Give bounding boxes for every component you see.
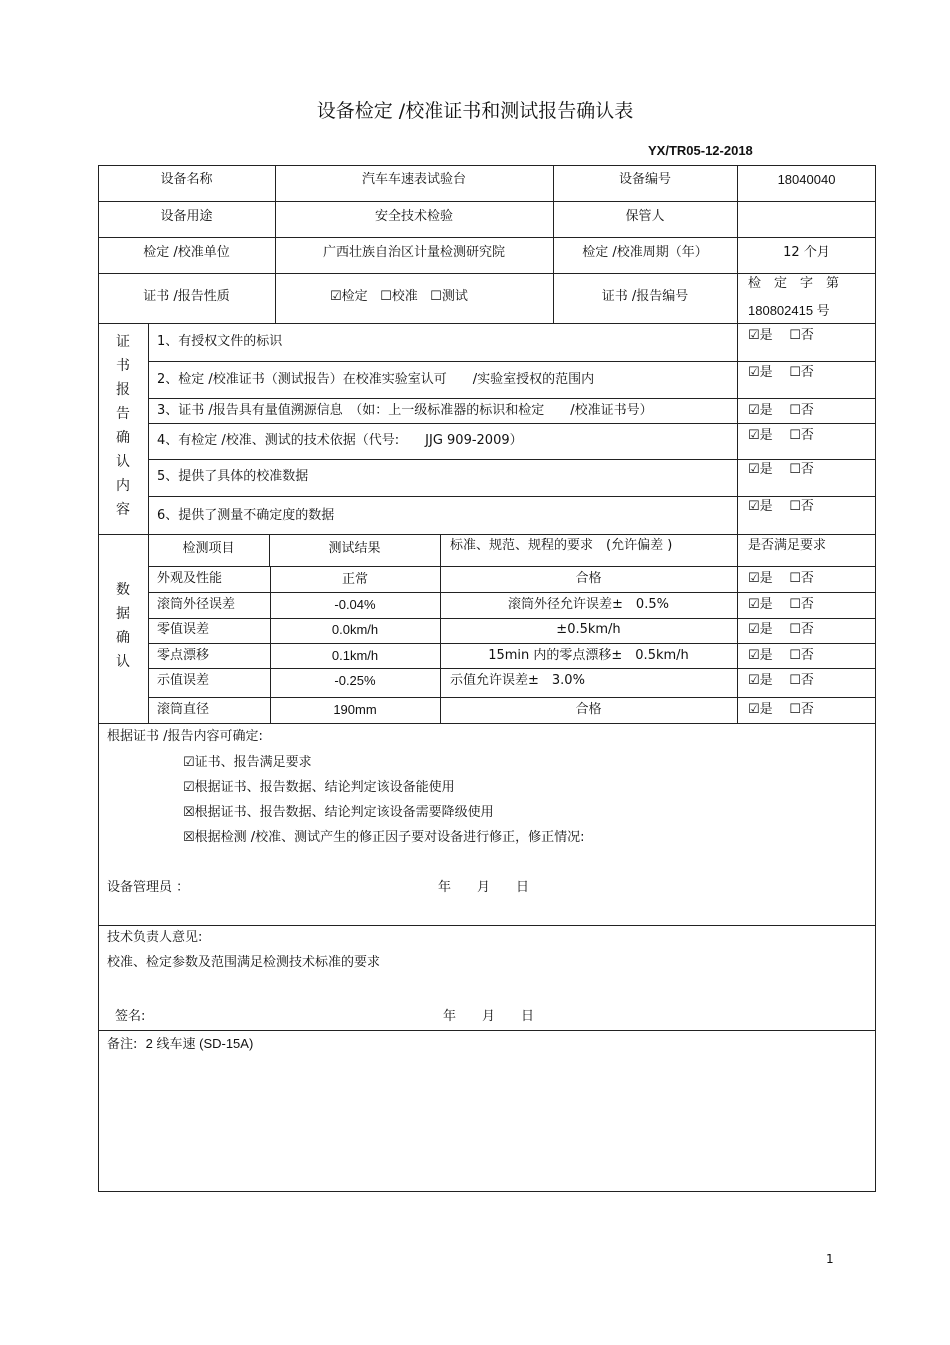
row-divider [98,723,876,724]
no-label: 否 [800,328,814,343]
unchecked-box-icon[interactable]: ☐ [789,365,801,380]
data-row-requirement: 合格 [575,702,602,717]
report-number-line2: 180802415 号 [748,303,830,318]
confirm-item-3: 3、证书 /报告具有量值溯源信息 （如：上一级标准器的标识和检定 /校准证书号） [157,403,653,418]
report-nature-options [330,289,468,305]
remarks-value: 2 线车速 (SD-15A) [145,1036,254,1051]
data-row-requirement: ±0.5km/h [556,622,621,637]
no-label: 否 [800,499,814,514]
checked-box-icon[interactable]: ☑ [748,462,760,477]
unchecked-box-icon[interactable]: ☐ [789,702,801,717]
unchecked-box-icon[interactable]: ☐ [380,289,392,304]
data-row-requirement: 合格 [575,571,602,586]
col-header-requirement: 标准、规范、规程的要求 (允许偏差 ) [450,538,673,553]
col-divider [737,323,738,534]
checked-box-icon[interactable]: ☑ [748,622,760,637]
row-divider [148,668,876,669]
col-divider [737,165,738,323]
unchecked-box-icon[interactable]: ☐ [789,403,801,418]
equipment-code-label: 设备编号 [618,172,671,187]
conclusion-option-2 [183,780,455,796]
conclusion-option-3 [183,805,494,821]
option-calibrate: 校准 [391,289,418,304]
no-label: 否 [800,648,814,663]
row-divider [98,1030,876,1031]
confirm-3-answer [748,403,814,419]
conclusion-option-3-label: 根据证书、报告数据、结论判定该设备需要降级使用 [194,805,494,820]
row-divider [98,237,876,238]
data-row-answer [748,673,814,689]
confirm-2-answer [748,365,814,381]
unchecked-box-icon[interactable]: ☐ [789,597,801,612]
unchecked-box-icon[interactable]: ☐ [789,499,801,514]
data-row-result: -0.04% [334,597,376,612]
no-label: 否 [800,365,814,380]
signature-label: 签名: [115,1009,146,1024]
data-row-result: 正常 [341,571,368,586]
row-divider [98,201,876,202]
yes-label: 是 [759,462,773,477]
no-label: 否 [800,462,814,477]
unchecked-box-icon[interactable]: ☐ [789,328,801,343]
data-row-answer [748,702,814,718]
no-label: 否 [800,428,814,443]
yes-label: 是 [759,428,773,443]
data-row-requirement: 示值允许误差± 3.0% [450,673,585,688]
row-divider [98,323,876,324]
unchecked-box-icon[interactable]: ☐ [789,428,801,443]
data-row-item: 外观及性能 [157,571,223,586]
yes-label: 是 [759,702,773,717]
confirm-item-2: 2、检定 /校准证书（测试报告）在校准实验室认可 /实验室授权的范围内 [157,372,595,387]
equipment-manager-label: 设备管理员 ： [107,880,190,895]
data-section-label: 数据确认 [116,582,130,670]
tech-lead-opinion: 校准、检定参数及范围满足检测技术标准的要求 [107,955,381,970]
row-divider [148,618,876,619]
no-label: 否 [800,571,814,586]
unchecked-box-icon[interactable]: ☐ [430,289,442,304]
calibration-period-value: 12 个月 [783,245,830,260]
yes-label: 是 [759,499,773,514]
conclusion-option-4-label: 根据检测 /校准、测试产生的修正因子要对设备进行修正，修正情况: [194,830,585,845]
report-number-label: 证书 /报告编号 [601,289,689,304]
signature-date: 年 月 日 [443,1009,535,1024]
option-verify: 检定 [341,289,368,304]
equipment-use-label: 设备用途 [160,209,213,224]
yes-label: 是 [759,403,773,418]
confirm-1-answer [748,328,814,344]
yes-label: 是 [759,328,773,343]
conclusion-option-4 [183,830,585,846]
checked-box-icon[interactable]: ☑ [748,648,760,663]
checked-box-icon[interactable]: ☑ [183,780,195,795]
confirm-6-answer [748,499,814,515]
data-row-answer [748,648,814,664]
row-divider [98,534,876,535]
checked-box-icon[interactable]: ☑ [330,289,342,304]
confirm-item-4: 4、有检定 /校准、测试的技术依据（代号: JJG 909-2009） [157,433,523,448]
checked-box-icon[interactable]: ☑ [748,571,760,586]
calibration-period-label: 检定 /校准周期（年） [582,245,708,260]
yes-label: 是 [759,365,773,380]
confirm-item-1: 1、有授权文件的标识 [157,334,283,349]
col-header-satisfied: 是否满足要求 [748,538,827,553]
data-row-result: 0.1km/h [331,648,379,663]
unchecked-box-icon[interactable]: ☐ [789,462,801,477]
row-divider [148,592,876,593]
row-divider [98,925,876,926]
remarks-label: 备注: [107,1037,138,1052]
confirm-section-label: 证书报告确认内容 [116,334,130,518]
conclusion-option-1-label: 证书、报告满足要求 [194,755,312,770]
col-divider [737,534,738,723]
report-nature-label: 证书 /报告性质 [143,289,230,304]
calibration-unit-value: 广西壮族自治区计量检测研究院 [322,245,505,260]
col-header-result: 测试结果 [328,541,381,556]
page-title: 设备检定 /校准证书和测试报告确认表 [316,100,634,122]
data-row-item: 滚筒外径误差 [157,597,236,612]
no-label: 否 [800,403,814,418]
unchecked-box-icon[interactable]: ☐ [789,571,801,586]
tech-lead-label: 技术负责人意见: [107,930,203,945]
row-divider [148,398,876,399]
equipment-name-value: 汽车车速表试验台 [361,172,466,187]
unchecked-box-icon[interactable]: ☐ [789,622,801,637]
yes-label: 是 [759,571,773,586]
conclusion-intro: 根据证书 /报告内容可确定: [107,729,263,744]
col-divider [275,165,276,323]
confirm-item-6: 6、提供了测量不确定度的数据 [157,508,335,523]
data-row-result: 190mm [333,702,377,717]
no-label: 否 [800,702,814,717]
col-header-item: 检测项目 [182,541,235,556]
data-row-requirement: 15min 内的零点漂移± 0.5km/h [488,648,689,663]
col-divider [270,566,271,723]
data-row-answer [748,622,814,638]
checked-box-icon[interactable]: ☑ [748,499,760,514]
equipment-use-value: 安全技术检验 [374,209,453,224]
row-divider [148,566,876,567]
remarks [107,1036,253,1053]
yes-label: 是 [759,597,773,612]
checked-box-icon[interactable]: ☑ [748,403,760,418]
data-row-item: 零值误差 [157,622,210,637]
unchecked-box-icon[interactable]: ☐ [789,648,801,663]
confirm-5-answer [748,462,814,478]
row-divider [148,459,876,460]
checked-box-icon[interactable]: ☑ [748,702,760,717]
data-row-item: 滚筒直径 [157,702,210,717]
crossed-box-icon[interactable]: ☒ [183,830,195,845]
row-divider [148,697,876,698]
confirm-item-5: 5、提供了具体的校准数据 [157,469,309,484]
data-row-result: 0.0km/h [331,622,379,637]
checked-box-icon[interactable]: ☑ [748,428,760,443]
confirm-4-answer [748,428,814,444]
document-number: YX/TR05-12-2018 [648,143,753,158]
option-test: 测试 [441,289,468,304]
data-row-requirement: 滚筒外径允许误差± 0.5% [508,597,669,612]
data-row-answer [748,571,814,587]
report-number-line1: 检 定 字 第 [748,276,840,291]
conclusion-option-2-label: 根据证书、报告数据、结论判定该设备能使用 [194,780,455,795]
yes-label: 是 [759,648,773,663]
yes-label: 是 [759,622,773,637]
col-divider [148,323,149,723]
manager-date: 年 月 日 [438,880,530,895]
conclusion-option-1 [183,755,312,771]
yes-label: 是 [759,673,773,688]
no-label: 否 [800,673,814,688]
equipment-code-value: 18040040 [777,172,836,187]
data-row-item: 零点漂移 [157,648,210,663]
data-row-item: 示值误差 [157,673,210,688]
checked-box-icon[interactable]: ☑ [748,328,760,343]
no-label: 否 [800,597,814,612]
calibration-unit-label: 检定 /校准单位 [143,245,230,260]
checked-box-icon[interactable]: ☑ [183,755,195,770]
data-row-result: -0.25% [334,673,376,688]
checked-box-icon[interactable]: ☑ [748,597,760,612]
no-label: 否 [800,622,814,637]
keeper-label: 保管人 [625,209,665,224]
checked-box-icon[interactable]: ☑ [748,673,760,688]
page-number: 1 [826,1252,834,1266]
row-divider [98,273,876,274]
equipment-name-label: 设备名称 [160,172,213,187]
checked-box-icon[interactable]: ☑ [748,365,760,380]
row-divider [148,423,876,424]
row-divider [148,643,876,644]
crossed-box-icon[interactable]: ☒ [183,805,195,820]
unchecked-box-icon[interactable]: ☐ [789,673,801,688]
data-row-answer [748,597,814,613]
row-divider [148,361,876,362]
row-divider [148,496,876,497]
